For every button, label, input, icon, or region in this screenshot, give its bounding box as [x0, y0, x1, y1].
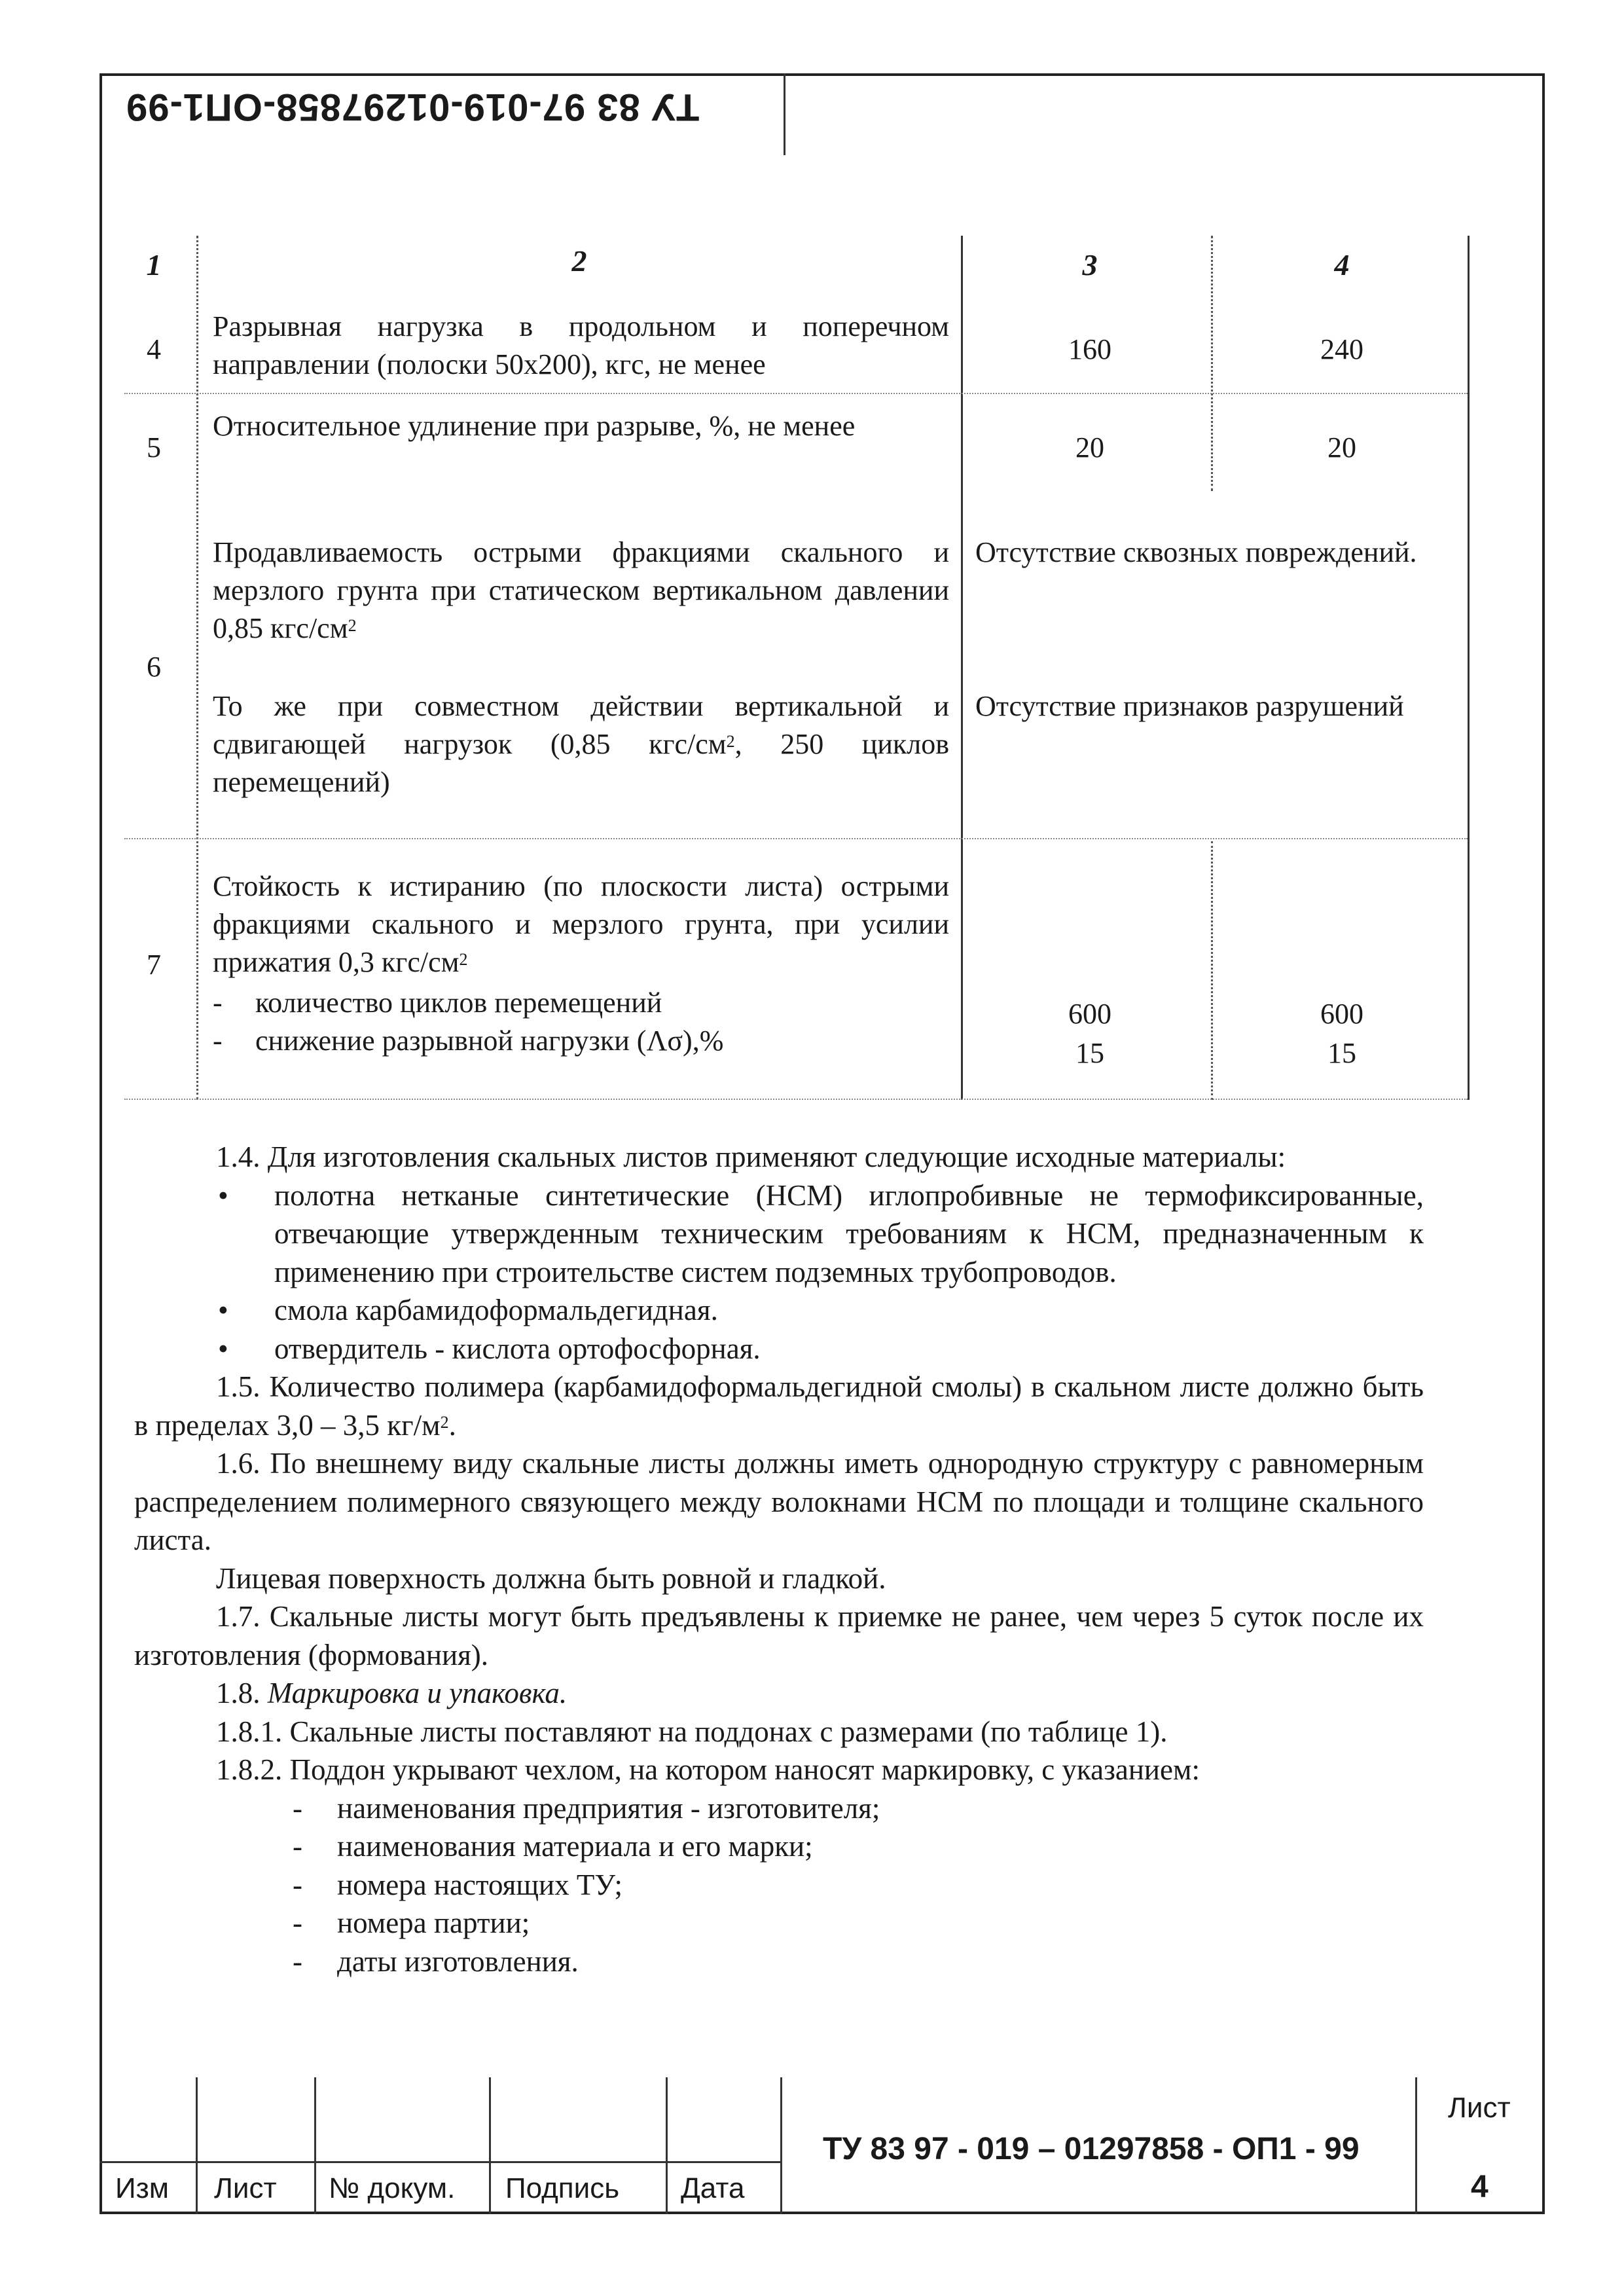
bullet-text: смола карбамидоформальдегидная. — [274, 1294, 718, 1326]
table-header-1: 1 — [146, 248, 162, 282]
dash-marker: - — [293, 1830, 302, 1863]
bullet-dot: • — [218, 1294, 228, 1326]
bullet-text: полотна нетканые синтетические (НСМ) иглопробивные не термофиксированные, отвечающие утвержденным техническим требованиям к НСМ, предназначенным к применению при строительстве систем подземных трубопроводов. — [274, 1178, 1424, 1288]
table-header-4: 4 — [1334, 248, 1350, 282]
row-divider-6 — [124, 838, 1468, 839]
row-divider-4 — [124, 393, 1468, 394]
row-divider-7 — [124, 1099, 1468, 1100]
row-7-num: 7 — [147, 949, 161, 981]
row-7-desc — [213, 867, 949, 981]
row-7-sub-2-label: снижение разрывной нагрузки (Λσ),% — [255, 1025, 724, 1057]
row-7-desc-text: Стойкость к истиранию (по плоскости листа) острыми фракциями скального и мерзлого грунта, при усилии прижатия 0,3 кгс/см — [213, 870, 949, 978]
top-stamp — [99, 73, 785, 155]
bullet-dot: • — [218, 1178, 228, 1212]
row-6-desc-a-sup: 2 — [348, 616, 357, 635]
stamp-col-signature: Подпись — [505, 2172, 620, 2204]
row-4-value-3: 160 — [1068, 333, 1111, 365]
dash-item — [134, 1827, 1424, 1866]
bullet-dot: • — [218, 1332, 228, 1365]
dash-item — [134, 1789, 1424, 1828]
row-6-desc-a-text: Продавливаемость острыми фракциями скального и мерзлого грунта при статическом вертикальном давлении 0,85 кгс/см — [213, 536, 949, 644]
row-6-desc-b-text: То же при совместном действии вертикальной и сдвигающей нагрузок (0,85 кгс/см — [213, 690, 949, 760]
paragraph-1-5 — [134, 1368, 1424, 1444]
paragraph-1-8-2: 1.8.2. Поддон укрывают чехлом, на котором наносят маркировку, с указанием: — [216, 1753, 1200, 1786]
row-6-desc-b-sup: 2 — [726, 732, 735, 751]
dash-marker: - — [293, 1906, 302, 1939]
paragraph-1-7: 1.7. Скальные листы могут быть предъявлены к приемке не ранее, чем через 5 суток после их изготовления (формования). — [134, 1600, 1424, 1671]
stamp-row-line — [99, 2161, 780, 2163]
row-6-value-a: Отсутствие сквозных повреждений. — [975, 536, 1417, 568]
row-4-value-4: 240 — [1320, 333, 1363, 365]
stamp-col-line — [780, 2077, 782, 2214]
row-7-desc-sup: 2 — [459, 950, 468, 969]
paragraph-1-5-text: 1.5. Количество полимера (карбамидоформальдегидной смолы) в скальном листе должно быть в пределах 3,0 – 3,5 кг/м — [134, 1370, 1424, 1442]
row-5-desc: Относительное удлинение при разрыве, %, не менее — [213, 410, 856, 442]
stamp-col-line — [666, 2077, 668, 2214]
stamp-col-line — [489, 2077, 491, 2214]
dash-item — [134, 1942, 1424, 1981]
col-divider-2 — [961, 236, 963, 1100]
stamp-sheet-number: 4 — [1471, 2170, 1489, 2204]
bullet-text: отвердитель - кислота ортофосфорная. — [274, 1332, 761, 1365]
stamp-col-list: Лист — [214, 2172, 277, 2204]
paragraph-1-4: 1.4. Для изготовления скальных листов применяют следующие исходные материалы: — [216, 1140, 1286, 1173]
dash-item — [134, 1904, 1424, 1942]
col-divider-3b — [1211, 841, 1213, 1100]
paragraph-1-5-end: . — [448, 1408, 456, 1442]
row-7-sub-1-label: количество циклов перемещений — [255, 987, 662, 1019]
row-5-value-3: 20 — [1075, 431, 1104, 464]
dash-text: номера партии; — [337, 1906, 530, 1939]
paragraph-1-8-title: Маркировка и упаковка. — [267, 1677, 568, 1709]
table-header-2: 2 — [571, 244, 587, 278]
paragraph-1-6b: Лицевая поверхность должна быть ровной и гладкой. — [216, 1561, 886, 1595]
stamp-sheet-label: Лист — [1448, 2092, 1511, 2124]
dash-text: наименования материала и его марки; — [337, 1830, 813, 1863]
paragraph-1-8-1: 1.8.1. Скальные листы поставляют на поддонах с размерами (по таблице 1). — [216, 1715, 1168, 1748]
dash-marker: - — [293, 1944, 302, 1978]
dash-text: номера настоящих ТУ; — [337, 1868, 623, 1901]
row-4-desc: Разрывная нагрузка в продольном и поперечном направлении (полоски 50х200), кгс, не менее — [213, 310, 949, 380]
body-text — [134, 1138, 1424, 1980]
table-header-3: 3 — [1082, 248, 1098, 282]
col-divider-1 — [196, 236, 198, 1100]
stamp-col-doc-number: № докум. — [329, 2172, 456, 2204]
paragraph-1-8 — [134, 1674, 1424, 1713]
row-7-sub-1-marker: - — [213, 987, 223, 1019]
dash-marker: - — [293, 1868, 302, 1901]
row-7-sub-2-marker: - — [213, 1025, 223, 1057]
stamp-col-izm: Изм — [115, 2172, 170, 2204]
stamp-document-code: ТУ 83 97 - 019 – 01297858 - ОП1 - 99 — [823, 2132, 1360, 2166]
row-6-value-b: Отсутствие признаков разрушений — [975, 690, 1404, 722]
stamp-col-line — [314, 2077, 316, 2214]
header-code-inverted: ТУ 83 97-019-01297858-ОП1-99 — [126, 86, 700, 128]
dash-text: наименования предприятия - изготовителя; — [337, 1791, 880, 1825]
title-block — [99, 2077, 1545, 2214]
bullet-item — [134, 1291, 1424, 1330]
stamp-col-date: Дата — [681, 2172, 745, 2204]
row-7-sub-1-value-3: 600 — [1068, 998, 1111, 1030]
paragraph-1-6: 1.6. По внешнему виду скальные листы должны иметь однородную структуру с равномерным распределением полимерного связующего между волокнами НСМ по площади и толщине скального листа. — [134, 1447, 1424, 1556]
dash-text: даты изготовления. — [337, 1944, 579, 1978]
row-4-num: 4 — [147, 333, 161, 365]
row-5-value-4: 20 — [1327, 431, 1356, 464]
row-7-sub-2-value-4: 15 — [1327, 1037, 1356, 1069]
row-6-desc-b-text-2: , 250 циклов перемещений) — [213, 728, 950, 798]
row-7-sub-1-value-4: 600 — [1320, 998, 1363, 1030]
row-6-num: 6 — [147, 651, 161, 683]
row-6-desc-a — [213, 534, 949, 647]
row-5-num: 5 — [147, 431, 161, 464]
bullet-item — [134, 1176, 1424, 1292]
paragraph-1-8-num: 1.8. — [216, 1677, 268, 1709]
stamp-col-line — [1415, 2077, 1417, 2214]
col-divider-4 — [1468, 236, 1470, 1100]
row-6-desc-b — [213, 687, 949, 801]
row-7-sub-2-value-3: 15 — [1075, 1037, 1104, 1069]
paragraph-1-5-sup: 2 — [440, 1412, 449, 1432]
stamp-col-line — [196, 2077, 198, 2214]
col-divider-3a — [1211, 236, 1213, 491]
dash-item — [134, 1866, 1424, 1904]
dash-marker: - — [293, 1791, 302, 1825]
bullet-item — [134, 1330, 1424, 1368]
